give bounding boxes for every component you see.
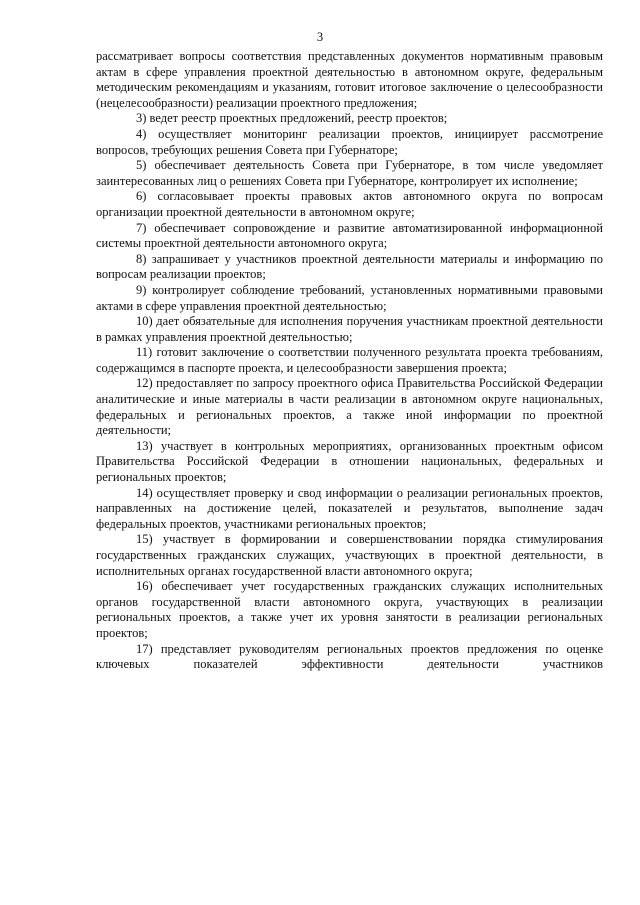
paragraph-item-7: 7) обеспечивает сопровождение и развитие автоматизированной информационной системы проектной деятельности автономного округа; [96, 220, 603, 251]
paragraph-item-9: 9) контролирует соблюдение требований, установленных нормативными правовыми актами в сфере управления проектной деятельностью; [96, 282, 603, 313]
paragraph-item-10: 10) дает обязательные для исполнения поручения участникам проектной деятельности в рамках управления проектной деятельностью; [96, 314, 603, 344]
paragraph-item-16: 16) обеспечивает учет государственных гражданских служащих исполнительных органов государственной власти автономного округа, участвующих в реализации региональных проектов, а также учет их уровня занятости в реализации региональных проектов; [96, 579, 603, 640]
paragraph-item-13: 13) участвует в контрольных мероприятиях, организованных проектным офисом Правительства Российской Федерации в отношении национальных, федеральных и региональных проектов; [96, 438, 603, 485]
paragraph-item-3: 3) ведет реестр проектных предложений, реестр проектов; [136, 111, 448, 126]
paragraph-item-4: 4) осуществляет мониторинг реализации проектов, инициирует рассмотрение вопросов, требующих решения Совета при Губернаторе; [96, 126, 603, 157]
paragraph-item-5: 5) обеспечивает деятельность Совета при Губернаторе, в том числе уведомляет заинтересованных лиц о решениях Совета при Губернаторе, контролирует их исполнение; [96, 158, 603, 188]
paragraph-item-12: 12) предоставляет по запросу проектного офиса Правительства Российской Федерации аналитические и иные материалы в части реализации в автономном округе национальных, федеральных и региональных проектов, а также иной информации по проектной деятельности; [96, 376, 603, 438]
paragraph-item-8: 8) запрашивает у участников проектной деятельности материалы и информацию по вопросам реализации проектов; [96, 251, 603, 282]
paragraph-item-14: 14) осуществляет проверку и свод информации о реализации региональных проектов, направленных на достижение целей, показателей и результатов, выполнение задач федеральных проектов, участниками региональных проектов; [96, 485, 603, 531]
paragraph-continuation: рассматривает вопросы соответствия представленных документов нормативным правовым актам в сфере управления проектной деятельностью в автономном округе, федеральным методическим рекомендациям и указаниям, готовит итоговое заключение о целесообразности (нецелесообразности) реализации проектного предложения; [96, 49, 603, 110]
paragraph-item-15: 15) участвует в формировании и совершенствовании порядка стимулирования государственных гражданских служащих, участвующих в проектной деятельности, в исполнительных органах государственной власти автономного округа; [96, 532, 603, 578]
paragraph-item-11: 11) готовит заключение о соответствии полученного результата проекта требованиям, содержащимся в паспорте проекта, и целесообразности завершения проекта; [96, 345, 603, 375]
page-number: 3 [316, 30, 324, 44]
paragraph-item-17: 17) представляет руководителям региональных проектов предложения по оценке ключевых показателей эффективности деятельности участников [96, 641, 603, 672]
document-body [96, 49, 603, 673]
paragraph-item-6: 6) согласовывает проекты правовых актов автономного округа по вопросам организации проектной деятельности в автономном округе; [96, 189, 603, 219]
